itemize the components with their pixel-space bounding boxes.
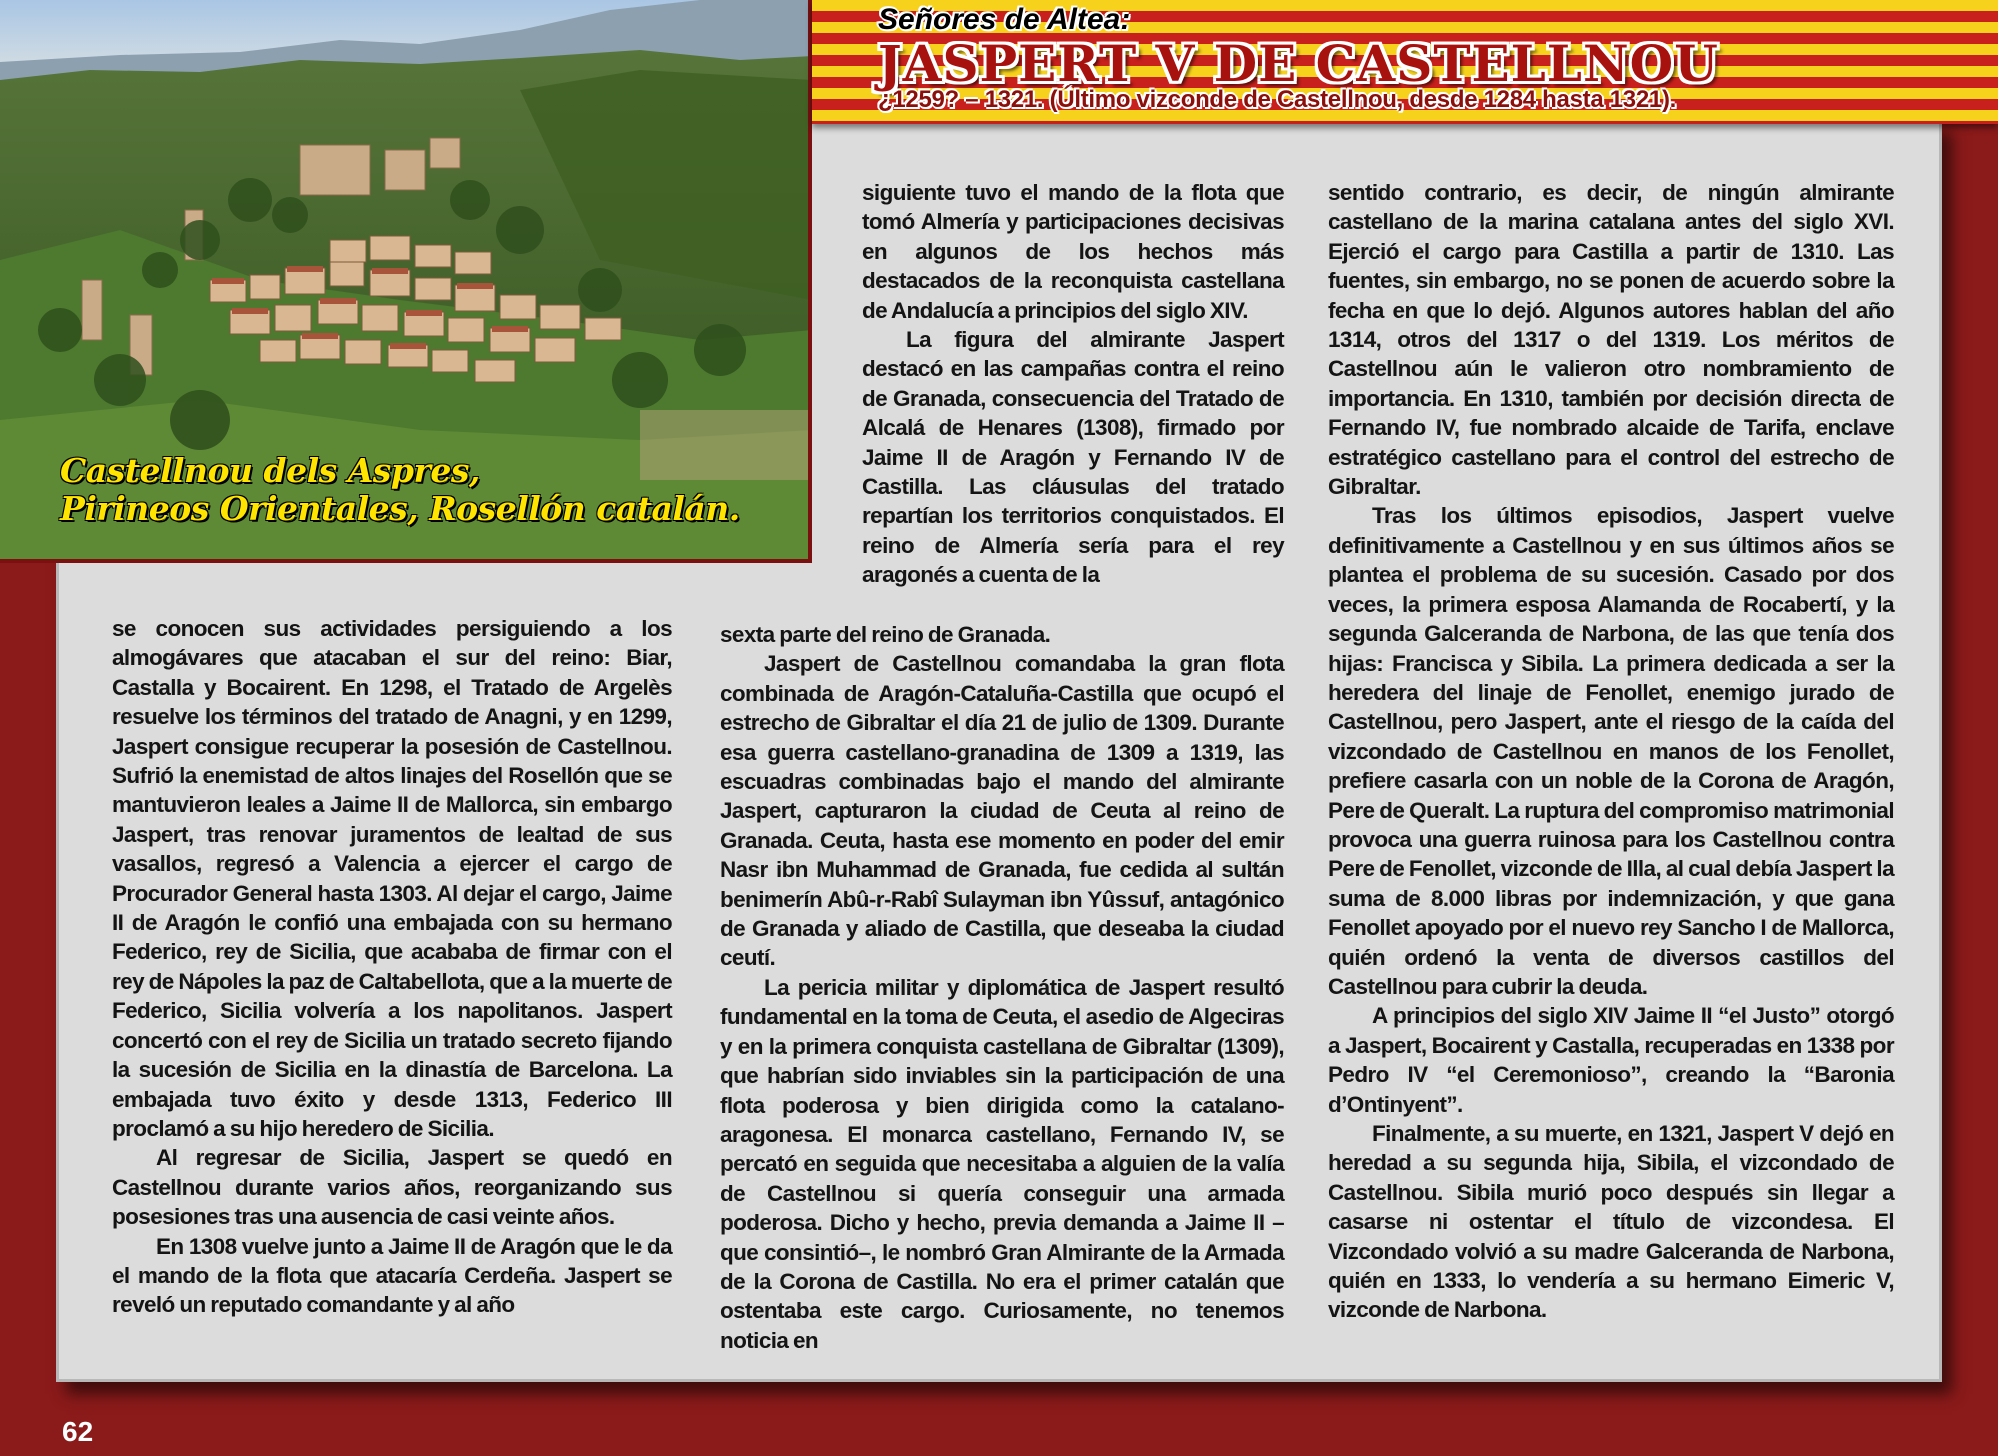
paragraph: A principios del siglo XIV Jaime II “el Justo” otorgó a Jaspert, Bocairent y Castalla, recuperadas en 1338 por Pedro IV “el Ceremonioso”, creando la “Baronia d’Ontinyent”. <box>1328 1003 1894 1117</box>
text-column-3 <box>1328 178 1894 1325</box>
paragraph: Al regresar de Sicilia, Jaspert se quedó en Castellnou durante varios años, reorganizando sus posesiones tras una ausencia de casi veinte años. <box>112 1145 672 1230</box>
article-subtitle: ¿1259? – 1321. (Último vizconde de Castellnou, desde 1284 hasta 1321). <box>878 86 1677 113</box>
caption-line-1: Castellnou dels Aspres, <box>60 451 480 490</box>
paragraph: siguiente tuvo el mando de la flota que tomó Almería y participaciones decisivas en algunos de los hechos más destacados de la reconquista castellana de Andalucía a principios del siglo XIV. <box>862 180 1284 323</box>
paragraph: se conocen sus actividades persiguiendo a los almogávares que atacaban el sur del reino: Biar, Castalla y Bocairent. En 1298, el Tratado de Argelès resuelve los términos del tratado de Anagni, y en 1299, Jaspert consigue recuperar la posesión de Castellnou. Sufrió la enemistad de altos linajes del Rosellón que se mantuvieron leales a Jaime II de Mallorca, sin embargo Jaspert, tras renovar juramentos de lealtad de sus vasallos, regresó a Valencia a ejercer el cargo de Procurador General hasta 1303. Al dejar el cargo, Jaime II de Aragón le confió una embajada con su hermano Federico, rey de Sicilia, que acababa de firmar con el rey de Nápoles la paz de Caltabellota, que a la muerte de Federico, Sicilia volvería a los napolitanos. Jaspert concertó con el rey de Sicilia un tratado secreto fijando la sucesión de Sicilia en la dinastía de Barcelona. La embajada tuvo éxito y desde 1313, Federico III proclamó a su hijo heredero de Sicilia. <box>112 616 673 1141</box>
paragraph: Finalmente, a su muerte, en 1321, Jaspert V dejó en heredad a su segunda hija, Sibila, el vizcondado de Castellnou. Sibila murió poco después sin llegar a casarse ni ostentar el título de vizcondesa. El Vizcondado volvió a su madre Galceranda de Narbona, quién en 1333, lo vendería a su hermano Eimeric V, vizconde de Narbona. <box>1328 1121 1894 1323</box>
paragraph: La figura del almirante Jaspert destacó en las campañas contra el reino de Granada, consecuencia del Tratado de Alcalá de Henares (1308), firmado por Jaime II de Aragón y Fernando IV de Castilla. Las cláusulas del tratado repartían los territorios conquistados. El reino de Almería sería para el rey aragonés a cuenta de la <box>862 327 1284 588</box>
title-banner <box>812 0 1998 124</box>
paragraph: La pericia militar y diplomática de Jaspert resultó fundamental en la toma de Ceuta, el asedio de Algeciras y en la primera conquista castellana de Gibraltar (1309), que habrían sido inviables sin la participación de una flota poderosa y bien dirigida como la catalano-aragonesa. El monarca castellano, Fernando IV, se percató en seguida que necesitaba a alguien de la valía de Castellnou si quería conseguir una armada poderosa. Dicho y hecho, previa demanda a Jaime II –que consintió–, le nombró Gran Almirante de la Armada de la Corona de Castilla. No era el primer catalán que ostentaba este cargo. Curiosamente, no tenemos noticia en <box>720 974 1284 1353</box>
series-kicker: Señores de Altea: <box>878 3 1131 36</box>
text-column-2-top <box>862 178 1284 590</box>
castle-photo <box>0 0 812 563</box>
article-title: JASPERT V DE CASTELLNOU <box>878 34 1719 93</box>
paragraph: Tras los últimos episodios, Jaspert vuelve definitivamente a Castellnou y en sus últimos años se plantea el problema de su sucesión. Casado por dos veces, la primera esposa Alamanda de Rocabertí, y la segunda Galceranda de Narbona, de las que tenía dos hijas: Francisca y Sibila. La primera dedicada a ser la heredera del linaje de Fenollet, enemigo jurado de Castellnou, pero Jaspert, ante el riesgo de la caída del vizcondado de Castellnou en manos de los Fenollet, prefiere casarla con un noble de la Corona de Aragón, Pere de Queralt. La ruptura del compromiso matrimonial provoca una guerra ruinosa para los Castellnou contra Pere de Fenollet, vizconde de Illa, al cual debía Jaspert la suma de 8.000 libras por indemnización, y que gana Fenollet apoyado por el nuevo rey Sancho I de Mallorca, quién ordenó la venta de diversos castillos del Castellnou para cubrir la deuda. <box>1328 503 1894 999</box>
paragraph: Jaspert de Castellnou comandaba la gran flota combinada de Aragón-Cataluña-Castilla que ocupó el estrecho de Gibraltar el día 21 de julio de 1309. Durante esa guerra castellano-granadina de 1309 a 1319, las escuadras combinadas bajo el mando del almirante Jaspert, capturaron la ciudad de Ceuta al reino de Granada. Ceuta, hasta ese momento en poder del emir Nasr ibn Muhammad de Granada, fue cedida al sultán benimerín Abû-r-Rabî Sulayman ibn Yûssuf, antagónico de Granada y aliado de Castilla, que deseaba la ciudad ceutí. <box>720 651 1284 971</box>
photo-caption <box>60 452 740 528</box>
text-column-2-bottom <box>720 620 1284 1355</box>
paragraph: sentido contrario, es decir, de ningún almirante castellano de la marina catalana antes del siglo XVI. Ejerció el cargo para Castilla a partir de 1310. Las fuentes, sin embargo, no se ponen de acuerdo sobre la fecha en que lo dejó. Algunos autores hablan del año 1314, otros del 1317 o del 1319. Los méritos de Castellnou aún le valieron otro nombramiento de importancia. En 1310, también por decisión directa de Fernando IV, fue nombrado alcaide de Tarifa, enclave estratégico castellano para el control del estrecho de Gibraltar. <box>1328 180 1894 500</box>
text-column-1 <box>112 614 672 1320</box>
paragraph: En 1308 vuelve junto a Jaime II de Aragón que le da el mando de la flota que atacaría Cerdeña. Jaspert se reveló un reputado comandante y al año <box>112 1233 672 1318</box>
page-number: 62 <box>62 1416 94 1447</box>
caption-line-2: Pirineos Orientales, Rosellón catalán. <box>60 489 740 528</box>
paragraph: sexta parte del reino de Granada. <box>720 622 1051 647</box>
bottom-frame <box>0 1415 1998 1456</box>
